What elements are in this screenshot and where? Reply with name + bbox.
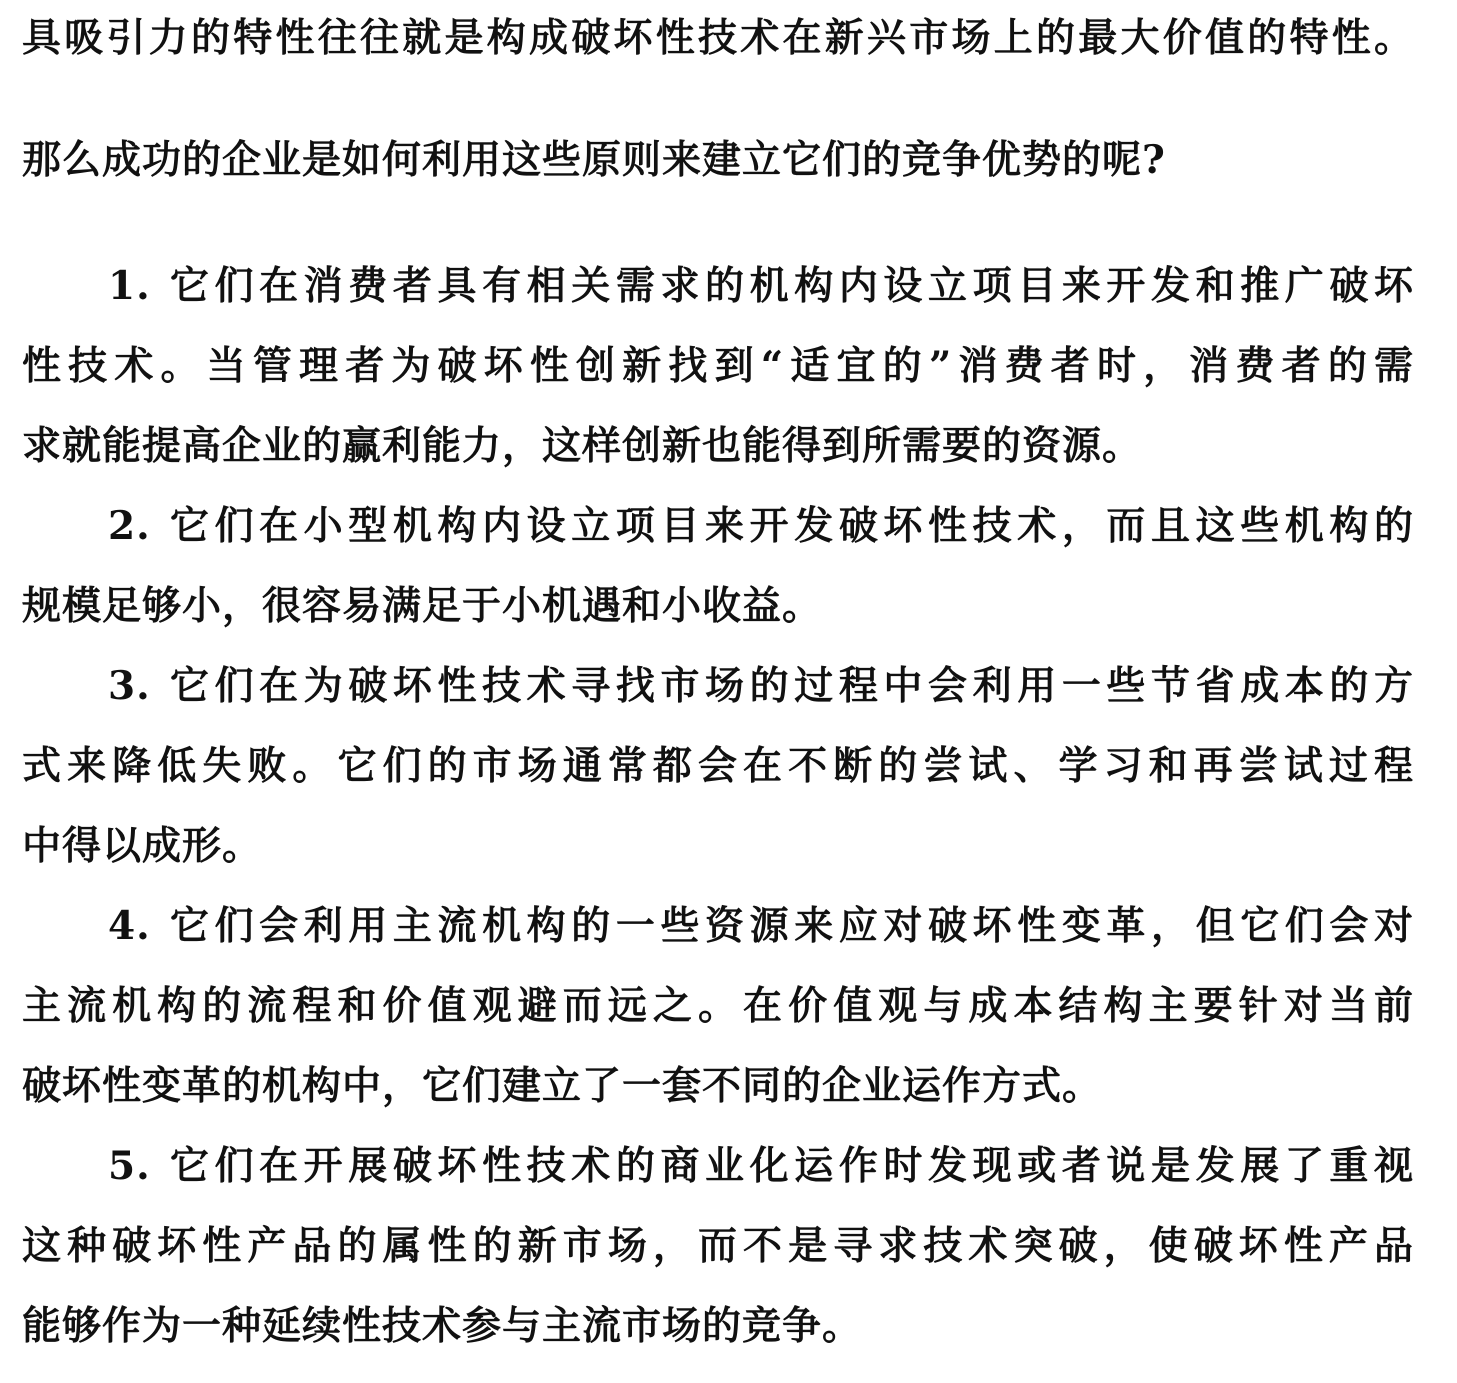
list-item-1-line: 1. 它们在消费者具有相关需求的机构内设立项目来开发和推广破坏 <box>108 263 1414 309</box>
list-item-1-line: 求就能提高企业的赢利能力，这样创新也能得到所需要的资源。 <box>22 423 1143 469</box>
question-line: 那么成功的企业是如何利用这些原则来建立它们的竞争优势的呢? <box>22 137 1166 183</box>
list-item-3-line: 式来降低失败。它们的市场通常都会在不断的尝试、学习和再尝试过程 <box>22 743 1414 789</box>
list-item-1-line: 性技术。当管理者为破坏性创新找到“适宜的”消费者时，消费者的需 <box>22 343 1414 389</box>
list-item-3-line: 3. 它们在为破坏性技术寻找市场的过程中会利用一些节省成本的方 <box>108 663 1414 709</box>
list-item-2-line: 规模足够小，很容易满足于小机遇和小收益。 <box>22 583 823 629</box>
list-item-5-line: 能够作为一种延续性技术参与主流市场的竞争。 <box>22 1303 863 1349</box>
list-item-4-line: 主流机构的流程和价值观避而远之。在价值观与成本结构主要针对当前 <box>22 983 1414 1029</box>
list-item-3-line: 中得以成形。 <box>22 823 263 869</box>
list-item-4-line: 4. 它们会利用主流机构的一些资源来应对破坏性变革，但它们会对 <box>108 903 1414 949</box>
list-item-4-line: 破坏性变革的机构中，它们建立了一套不同的企业运作方式。 <box>22 1063 1103 1109</box>
paragraph-line: 具吸引力的特性往往就是构成破坏性技术在新兴市场上的最大价值的特性。 <box>22 15 1414 61</box>
list-item-5-line: 5. 它们在开展破坏性技术的商业化运作时发现或者说是发展了重视 <box>108 1143 1414 1189</box>
list-item-5-line: 这种破坏性产品的属性的新市场，而不是寻求技术突破，使破坏性产品 <box>22 1223 1414 1269</box>
list-item-2-line: 2. 它们在小型机构内设立项目来开发破坏性技术，而且这些机构的 <box>108 503 1414 549</box>
